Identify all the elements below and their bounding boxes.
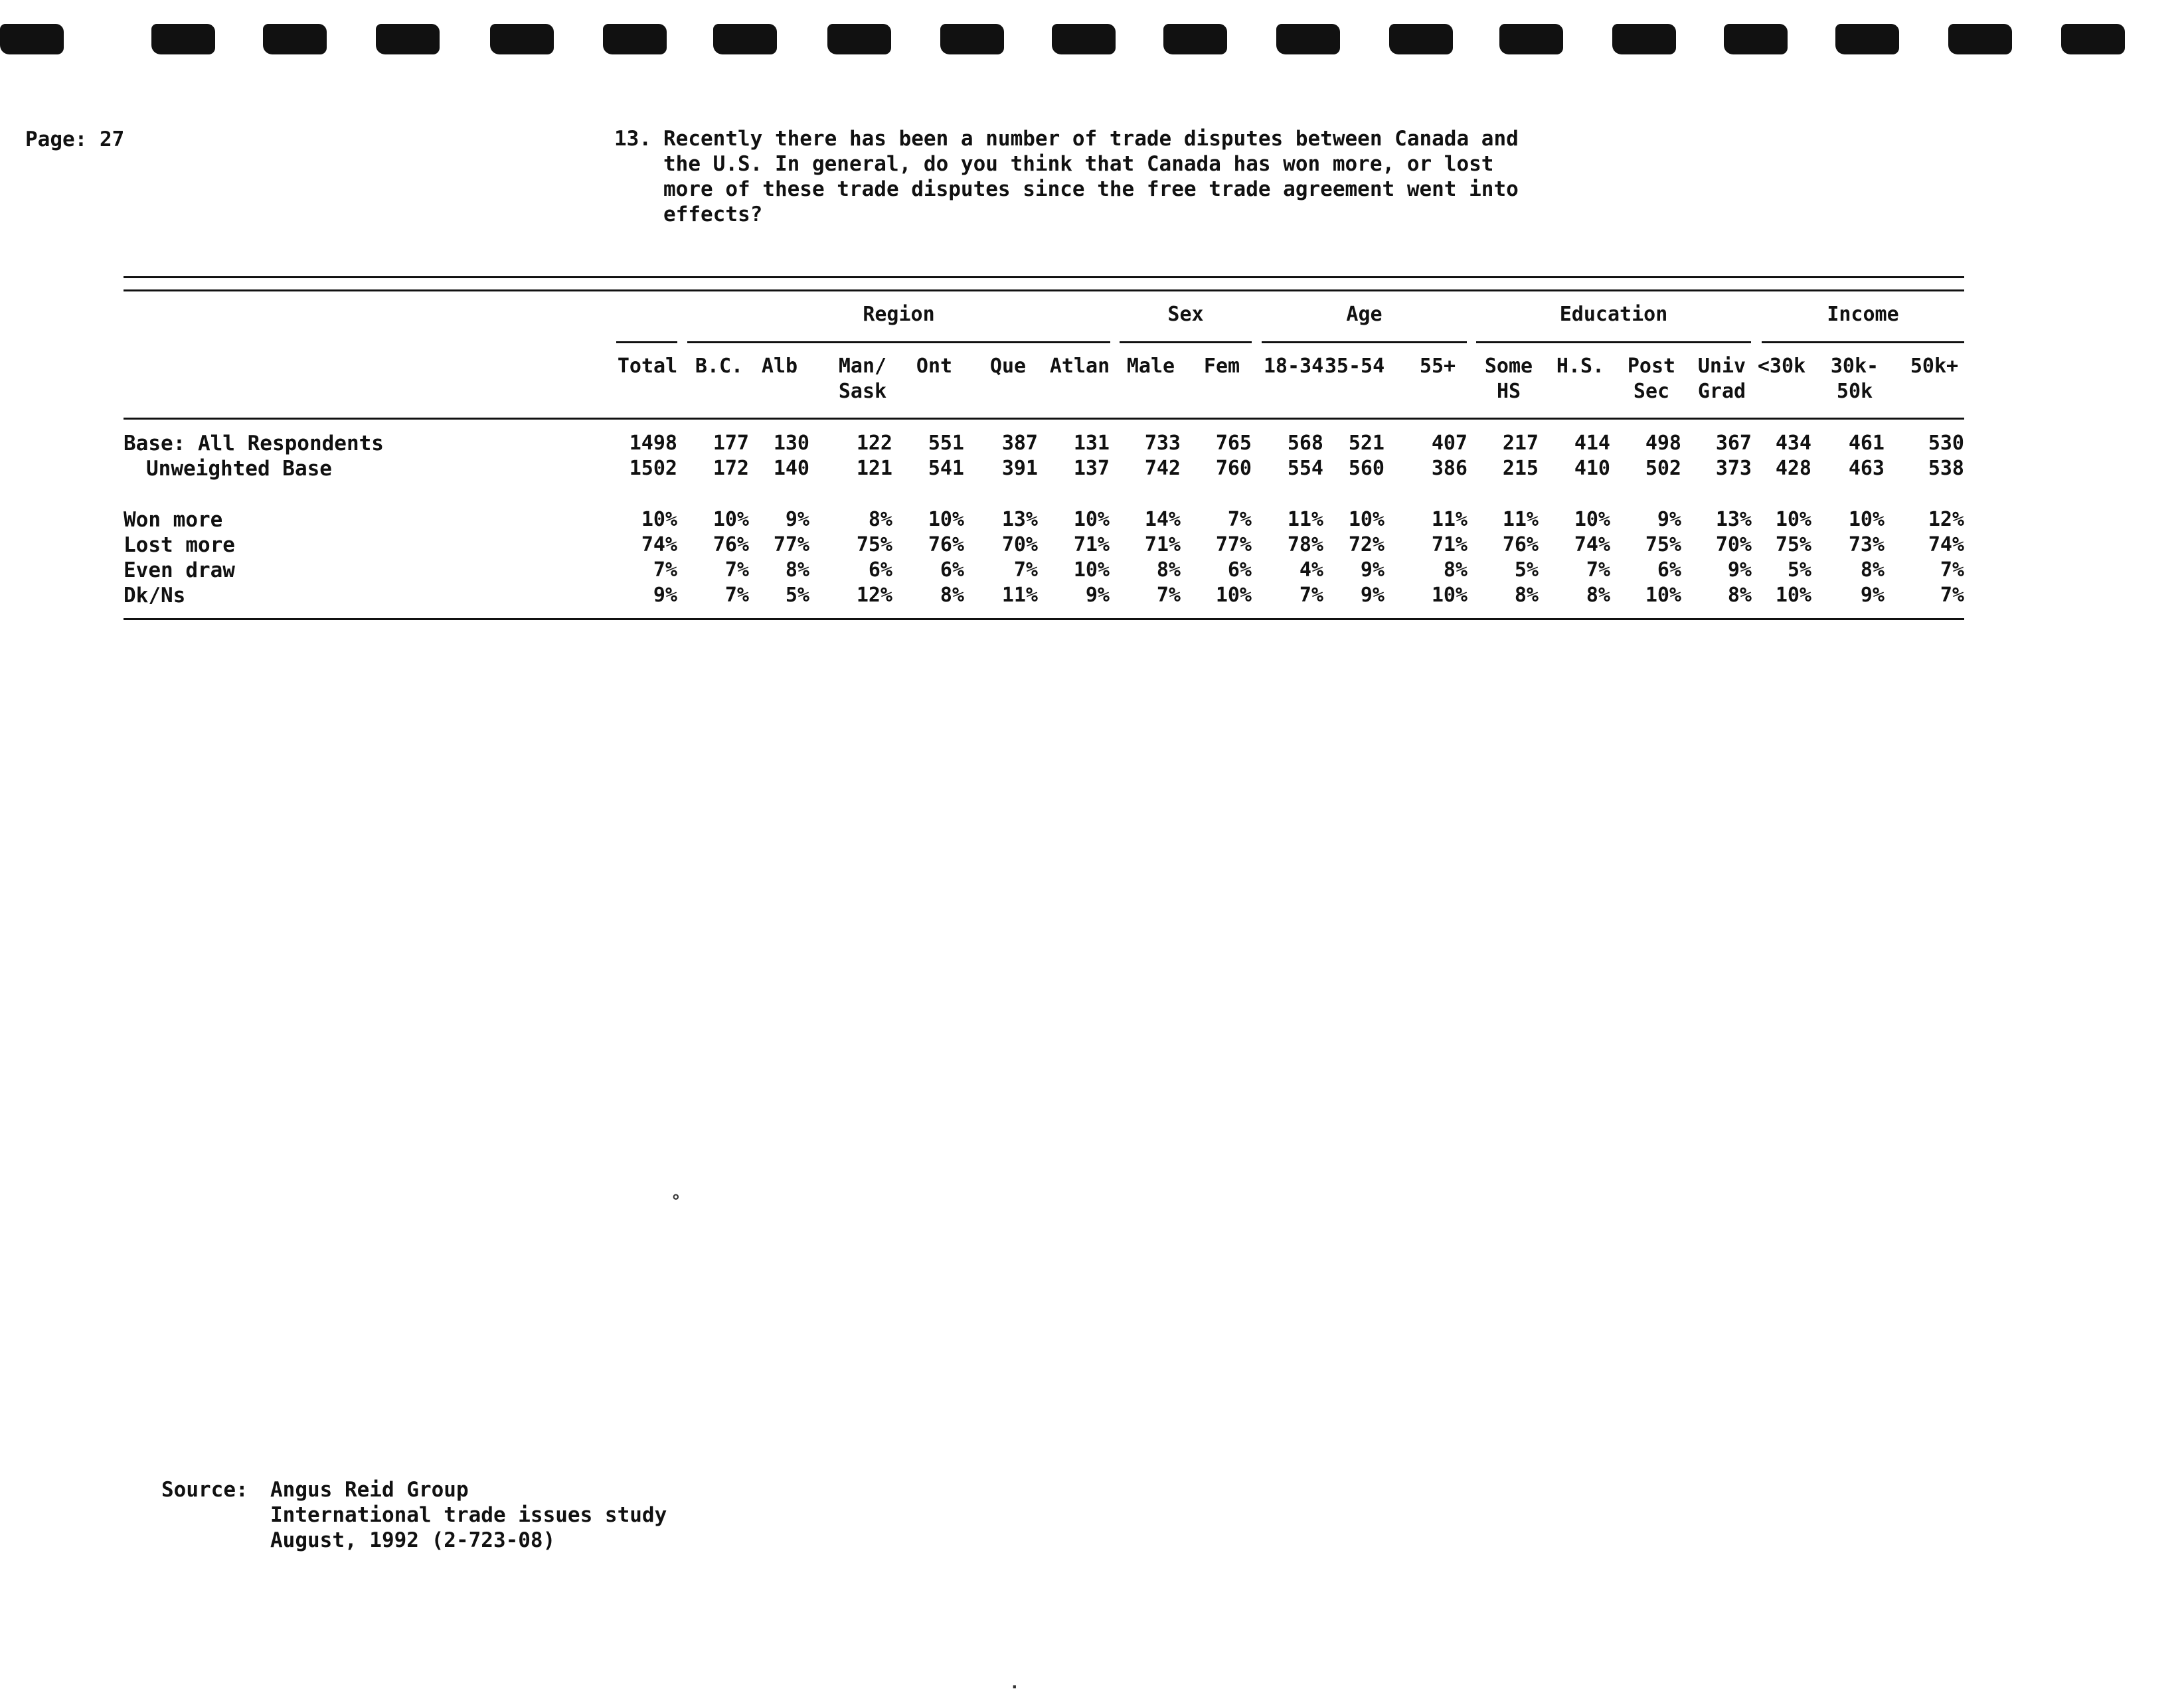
table-cell: 14% [1144, 508, 1181, 531]
table-cell: 10% [1431, 584, 1468, 607]
question-text: Recently there has been a number of trade disputes between Canada and the U.S. In general, do you think that Canada has won more, or lost more of these trade disputes since the free trade agreement went into effects? [663, 127, 1519, 226]
table-cell: 4% [1299, 558, 1323, 582]
table-cell: 71% [1431, 533, 1468, 556]
table-cell: 77% [773, 533, 809, 556]
source-line: August, 1992 (2-723-08) [270, 1528, 556, 1552]
table-cell: 502 [1645, 457, 1681, 480]
table-cell: 8% [1727, 584, 1752, 607]
group-header-income: Income [1827, 303, 1899, 326]
column-header: <30k [1757, 355, 1806, 378]
table-cell: 78% [1287, 533, 1323, 556]
table-cell: 407 [1431, 432, 1468, 455]
table-cell: 8% [1860, 558, 1885, 582]
column-header: Que [989, 355, 1027, 378]
table-cell: 217 [1502, 432, 1539, 455]
table-cell: 10% [1073, 558, 1110, 582]
column-header: Fem [1203, 355, 1240, 378]
table-cell: 11% [1287, 508, 1323, 531]
group-header-region: Region [863, 303, 935, 326]
table-cell: 11% [1001, 584, 1038, 607]
table-cell: 9% [653, 584, 677, 607]
table-cell: 5% [1514, 558, 1539, 582]
table-cell: 215 [1502, 457, 1539, 480]
row-label: Lost more [124, 533, 235, 557]
table-cell: 6% [1657, 558, 1681, 582]
table-cell: 554 [1287, 457, 1323, 480]
question-number: 13. [614, 127, 651, 151]
table-cell: 7% [1940, 584, 1964, 607]
row-label: Won more [124, 508, 223, 532]
column-header: 30k- 50k [1830, 355, 1879, 403]
table-cell: 10% [1073, 508, 1110, 531]
table-cell: 10% [1848, 508, 1885, 531]
table-cell: 13% [1001, 508, 1038, 531]
column-header: Univ Grad [1697, 355, 1746, 403]
column-header: Total [617, 355, 678, 378]
row-label: Base: All Respondents [124, 432, 384, 455]
table-cell: 765 [1215, 432, 1252, 455]
table-cell: 6% [940, 558, 964, 582]
table-cell: 10% [928, 508, 964, 531]
table-cell: 8% [1514, 584, 1539, 607]
table-cell: 10% [713, 508, 749, 531]
table-cell: 733 [1144, 432, 1181, 455]
table-cell: 414 [1574, 432, 1610, 455]
total-underline [616, 341, 677, 343]
table-cell: 9% [1657, 508, 1681, 531]
table-cell: 76% [1502, 533, 1539, 556]
table-cell: 9% [1360, 584, 1385, 607]
column-header: Man/ Sask [838, 355, 887, 403]
table-cell: 71% [1073, 533, 1110, 556]
scan-speck: . [1009, 1673, 1020, 1693]
table-cell: 10% [1574, 508, 1610, 531]
table-cell: 6% [1227, 558, 1252, 582]
page-number: Page: 27 [25, 127, 125, 151]
table-cell: 10% [1348, 508, 1385, 531]
table-cell: 70% [1001, 533, 1038, 556]
table-cell: 386 [1431, 457, 1468, 480]
source-line: Angus Reid Group [270, 1478, 469, 1502]
row-label: Unweighted Base [146, 457, 332, 481]
table-cell: 7% [1227, 508, 1252, 531]
table-cell: 75% [1645, 533, 1681, 556]
table-cell: 75% [1775, 533, 1811, 556]
table-cell: 137 [1073, 457, 1110, 480]
table-cell: 521 [1348, 432, 1385, 455]
table-cell: 10% [1775, 584, 1811, 607]
table-bottom-rule [124, 618, 1964, 620]
source-lines [270, 1477, 667, 1553]
table-top-rule-2 [124, 289, 1964, 291]
table-cell: 7% [1299, 584, 1323, 607]
column-header: Atlan [1049, 355, 1110, 378]
table-cell: 70% [1715, 533, 1752, 556]
table-cell: 7% [724, 584, 749, 607]
group-underline [1262, 341, 1467, 343]
table-cell: 8% [868, 508, 892, 531]
table-cell: 8% [1586, 584, 1610, 607]
table-cell: 172 [713, 457, 749, 480]
group-underline [1762, 341, 1964, 343]
table-header-rule [124, 418, 1964, 420]
table-cell: 538 [1928, 457, 1964, 480]
column-header: B.C. [695, 355, 744, 378]
table-cell: 7% [653, 558, 677, 582]
table-cell: 742 [1144, 457, 1181, 480]
source-label: Source: [161, 1478, 248, 1502]
source-line: International trade issues study [270, 1503, 667, 1527]
table-cell: 8% [1443, 558, 1468, 582]
table-cell: 74% [641, 533, 677, 556]
table-cell: 10% [1645, 584, 1681, 607]
table-cell: 10% [1775, 508, 1811, 531]
table-cell: 9% [1360, 558, 1385, 582]
group-header-age: Age [1346, 303, 1383, 326]
table-cell: 10% [1215, 584, 1252, 607]
column-header: Alb [761, 355, 798, 378]
table-cell: 498 [1645, 432, 1681, 455]
table-cell: 7% [1586, 558, 1610, 582]
group-header-sex: Sex [1167, 303, 1204, 326]
table-cell: 8% [785, 558, 809, 582]
table-cell: 541 [928, 457, 964, 480]
table-cell: 12% [856, 584, 892, 607]
group-underline [687, 341, 1110, 343]
column-header: 35-54 [1324, 355, 1385, 378]
table-cell: 74% [1574, 533, 1610, 556]
table-cell: 9% [1085, 584, 1110, 607]
table-cell: 1498 [629, 432, 677, 455]
column-header: 18-34 [1263, 355, 1324, 378]
table-cell: 140 [773, 457, 809, 480]
table-cell: 463 [1848, 457, 1885, 480]
scan-speck: ° [671, 1192, 681, 1212]
table-cell: 75% [856, 533, 892, 556]
table-cell: 12% [1928, 508, 1964, 531]
table-cell: 10% [641, 508, 677, 531]
table-cell: 1502 [629, 457, 677, 480]
column-header: Post Sec [1627, 355, 1676, 403]
column-header: 50k+ [1910, 355, 1959, 378]
group-underline [1476, 341, 1751, 343]
table-cell: 760 [1215, 457, 1252, 480]
table-cell: 121 [856, 457, 892, 480]
table-cell: 11% [1431, 508, 1468, 531]
table-cell: 72% [1348, 533, 1385, 556]
table-cell: 11% [1502, 508, 1539, 531]
table-cell: 530 [1928, 432, 1964, 455]
column-header: Ont [916, 355, 953, 378]
table-cell: 74% [1928, 533, 1964, 556]
table-cell: 387 [1001, 432, 1038, 455]
table-cell: 7% [1940, 558, 1964, 582]
table-cell: 434 [1775, 432, 1811, 455]
table-cell: 122 [856, 432, 892, 455]
table-cell: 177 [713, 432, 749, 455]
table-cell: 5% [785, 584, 809, 607]
table-cell: 7% [1156, 584, 1181, 607]
table-cell: 71% [1144, 533, 1181, 556]
row-label: Dk/Ns [124, 584, 186, 607]
table-cell: 76% [713, 533, 749, 556]
column-header: Some HS [1484, 355, 1533, 403]
table-cell: 13% [1715, 508, 1752, 531]
table-top-rule-1 [124, 276, 1964, 278]
perforation-strip [0, 24, 2184, 60]
table-cell: 373 [1715, 457, 1752, 480]
group-header-education: Education [1559, 303, 1668, 326]
table-cell: 568 [1287, 432, 1323, 455]
table-cell: 391 [1001, 457, 1038, 480]
table-cell: 6% [868, 558, 892, 582]
table-cell: 461 [1848, 432, 1885, 455]
column-header: H.S. [1556, 355, 1605, 378]
table-cell: 131 [1073, 432, 1110, 455]
table-cell: 77% [1215, 533, 1252, 556]
table-cell: 9% [785, 508, 809, 531]
column-header: 55+ [1419, 355, 1456, 378]
table-cell: 560 [1348, 457, 1385, 480]
table-cell: 130 [773, 432, 809, 455]
table-cell: 76% [928, 533, 964, 556]
table-cell: 9% [1860, 584, 1885, 607]
table-cell: 367 [1715, 432, 1752, 455]
table-cell: 8% [940, 584, 964, 607]
table-cell: 8% [1156, 558, 1181, 582]
table-cell: 410 [1574, 457, 1610, 480]
table-cell: 428 [1775, 457, 1811, 480]
table-cell: 5% [1787, 558, 1811, 582]
column-header: Male [1126, 355, 1175, 378]
group-underline [1120, 341, 1252, 343]
table-cell: 551 [928, 432, 964, 455]
row-label: Even draw [124, 558, 235, 582]
table-cell: 7% [724, 558, 749, 582]
table-cell: 7% [1013, 558, 1038, 582]
table-cell: 9% [1727, 558, 1752, 582]
table-cell: 73% [1848, 533, 1885, 556]
